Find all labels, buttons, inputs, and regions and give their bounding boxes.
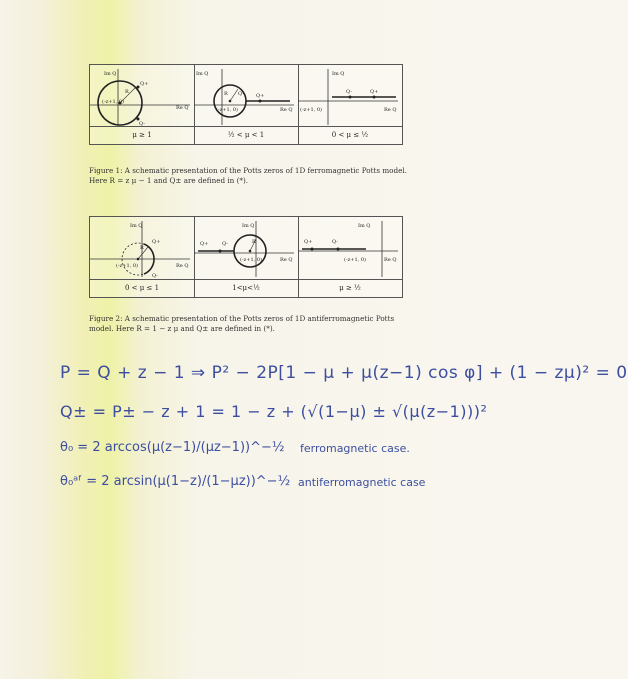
q-minus-label: Q-	[139, 121, 145, 127]
condition: μ ≥ ½	[339, 284, 361, 292]
handwritten-equation-2: Q± = P± − z + 1 = 1 − z + (√(1−μ) ± √(μ(z−1)))²	[60, 402, 488, 421]
figure-2-panel-2-plot	[194, 217, 298, 279]
im-label: Im Q	[332, 71, 345, 77]
condition: μ ≥ 1	[132, 131, 152, 139]
re-label: Re Q	[280, 257, 293, 263]
handwritten-label-antiferromagnetic: antiferromagnetic case	[298, 476, 426, 489]
figure-2-panel-3	[298, 217, 402, 297]
r-label: R	[252, 239, 256, 245]
figure-2-panel-2	[194, 217, 299, 297]
figure-1-panel-2	[194, 65, 299, 144]
re-label: Re Q	[280, 107, 293, 113]
point-label: (-z+1, 0)	[102, 99, 124, 105]
re-label: Re Q	[176, 105, 189, 111]
point-label: (-z+1, 0)	[300, 107, 322, 113]
r-label: R	[125, 89, 129, 95]
im-label: Im Q	[358, 223, 371, 229]
q-plus-label: Q+	[140, 81, 149, 87]
point-label: (-z+1, 0)	[216, 107, 238, 113]
re-label: Re Q	[384, 107, 397, 113]
r-label: R	[224, 91, 228, 97]
q-minus-label: Q-	[332, 239, 338, 245]
q-plus-label: Q+	[152, 239, 161, 245]
figure-1	[89, 64, 403, 145]
figure-1-panel-3-plot	[298, 65, 402, 127]
q-minus-label: Q-	[152, 273, 158, 279]
figure-2-panel-1	[90, 217, 195, 297]
re-label: Re Q	[176, 263, 189, 269]
condition: ½ < μ < 1	[227, 131, 265, 139]
q-minus-label: Q-	[238, 91, 244, 97]
im-label: Im Q	[130, 223, 143, 229]
figure-2-panel-1-plot	[90, 217, 194, 279]
im-label: Im Q	[196, 71, 209, 77]
figure-2-caption: Figure 2: A schematic presentation of the Potts zeros of 1D antiferromagnetic Potts model. Here R = 1 − z μ and Q± are defined in (*).	[89, 314, 395, 333]
im-label: Im Q	[104, 71, 117, 77]
figure-1-panel-1	[90, 65, 195, 144]
figure-1-caption: Figure 1: A schematic presentation of the Potts zeros of 1D ferromagnetic Potts model. Here R = z μ − 1 and Q± are defined in (*).	[89, 166, 407, 185]
figure-2	[89, 216, 403, 298]
condition: 0 < μ ≤ 1	[124, 284, 160, 292]
figure-1-panel-3	[298, 65, 402, 144]
figure-1-panel-1-plot	[90, 65, 194, 127]
q-plus-label: Q+	[370, 89, 379, 95]
handwritten-label-ferromagnetic: ferromagnetic case.	[300, 442, 410, 455]
q-plus-label: Q+	[304, 239, 313, 245]
point-label: (-z+1, 0)	[240, 257, 262, 263]
q-plus-label: Q+	[200, 241, 209, 247]
figure-2-panel-3-plot	[298, 217, 402, 279]
handwritten-equation-4: θ₀ᵃᶠ = 2 arcsin(μ(1−z)/(1−μz))^−½	[60, 474, 291, 489]
handwritten-equation-1: P = Q + z − 1 ⇒ P² − 2P[1 − μ + μ(z−1) cos φ] + (1 − zμ)² = 0	[60, 363, 628, 383]
re-label: Re Q	[384, 257, 397, 263]
im-label: Im Q	[242, 223, 255, 229]
point-label: (-z+1, 0)	[344, 257, 366, 263]
q-minus-label: Q-	[346, 89, 352, 95]
figure-1-panel-2-plot	[194, 65, 298, 127]
q-minus-label: Q-	[222, 241, 228, 247]
handwritten-equation-3: θ₀ = 2 arccos(μ(z−1)/(μz−1))^−½	[60, 440, 285, 455]
q-plus-label: Q+	[256, 93, 265, 99]
point-label: (-z+1, 0)	[116, 263, 138, 269]
condition: 1<μ<½	[232, 284, 260, 292]
condition: 0 < μ ≤ ½	[331, 131, 369, 139]
r-label: R	[140, 245, 144, 251]
